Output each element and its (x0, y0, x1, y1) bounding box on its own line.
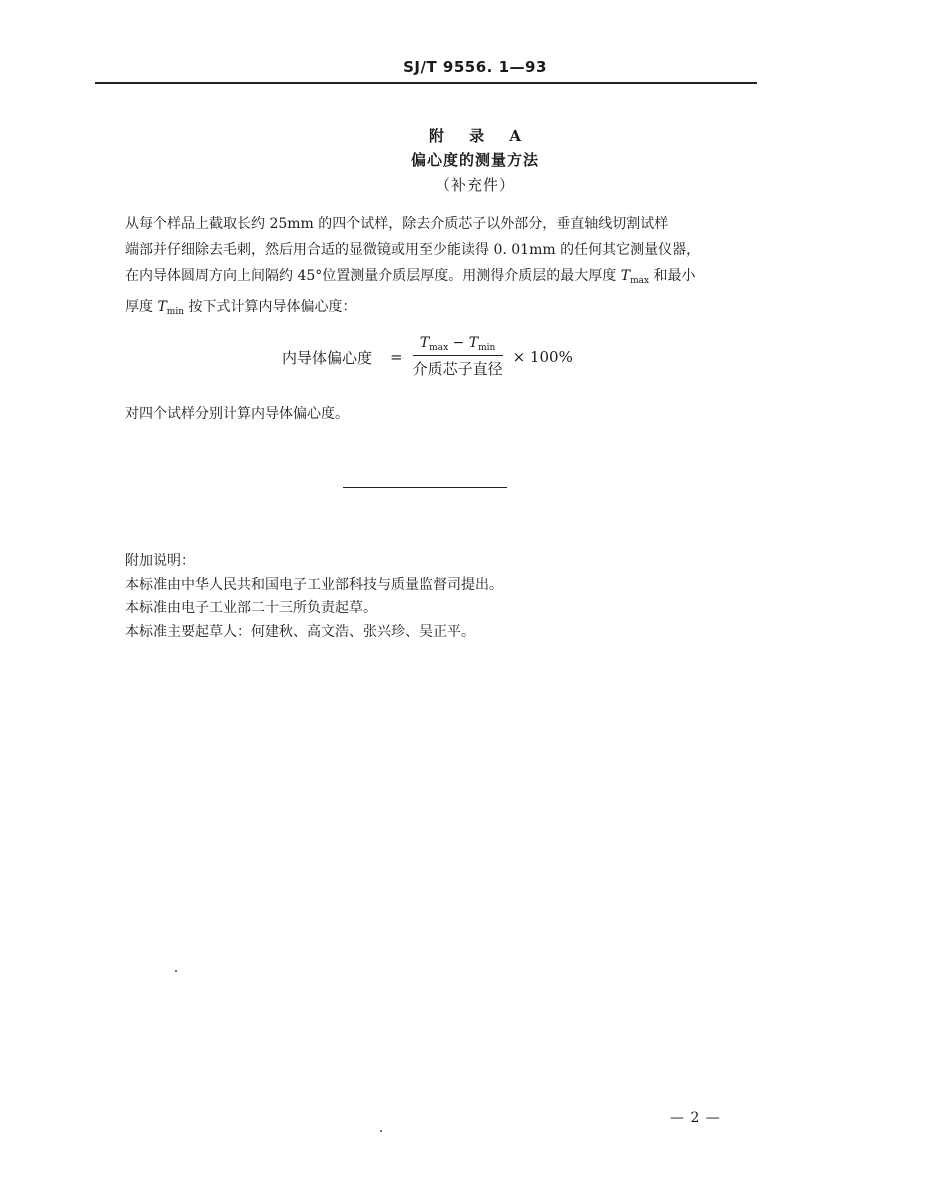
scan-speck (380, 1130, 382, 1132)
formula-denominator: 介质芯子直径 (412, 360, 503, 378)
body-paragraph (125, 211, 757, 325)
symbol-t: T (157, 299, 167, 315)
num-t-max (420, 335, 448, 351)
subscript-max: max (429, 343, 449, 353)
symbol-t-min (157, 299, 184, 315)
scan-speck (175, 970, 177, 972)
symbol-t: T (468, 335, 479, 351)
formula-numerator (418, 335, 498, 355)
num-t-min (469, 335, 496, 351)
subscript-max: max (630, 276, 650, 286)
body-line-4-end: 按下式计算内导体偏心度： (184, 299, 357, 315)
subscript-min: min (478, 343, 496, 353)
formula-minus: − (448, 335, 469, 351)
note-line-2: 本标准由电子工业部二十三所负责起草。 (125, 600, 377, 616)
note-line-1: 本标准由中华人民共和国电子工业部科技与质量监督司提出。 (125, 576, 503, 593)
end-rule (343, 487, 507, 488)
subscript-min: min (166, 307, 185, 317)
body-line-4 (125, 294, 757, 325)
symbol-t-max (621, 268, 649, 284)
conclusion-text: 对四个试样分别计算内导体偏心度。 (125, 406, 349, 422)
symbol-t: T (419, 335, 430, 351)
formula-times-100: × 100% (512, 348, 573, 366)
additional-notes (125, 550, 503, 644)
standard-code: SJ/T 9556. 1—93 (403, 58, 547, 76)
body-line-4-start: 厚度 (125, 299, 158, 315)
appendix-type: （补充件） (434, 176, 515, 194)
body-line-2: 端部并仔细除去毛刺，然后用合适的显微镜或用至少能读得 0. 01mm 的任何其它测量仪器， (125, 242, 701, 258)
symbol-t: T (620, 268, 631, 284)
formula-fraction (413, 335, 503, 379)
appendix-title: 偏心度的测量方法 (410, 151, 539, 169)
formula-equals: = (390, 348, 403, 366)
body-line-3-end: 和最小 (649, 268, 696, 284)
body-line-3 (125, 263, 757, 294)
eccentricity-formula (282, 333, 573, 381)
appendix-label: 附 录 A (428, 127, 532, 145)
page-number: — 2 — (670, 1110, 721, 1126)
formula-lhs: 内导体偏心度 (282, 348, 373, 367)
notes-heading: 附加说明： (125, 553, 195, 569)
header-rule (95, 82, 757, 84)
body-line-1: 从每个样品上截取长约 25mm 的四个试样，除去介质芯子以外部分，垂直轴线切割试样 (125, 216, 669, 232)
body-line-3-start: 在内导体圆周方向上间隔约 45°位置测量介质层厚度。用测得介质层的最大厚度 (125, 268, 621, 284)
note-line-3: 本标准主要起草人：何建秋、高文浩、张兴珍、吴正平。 (125, 623, 475, 640)
